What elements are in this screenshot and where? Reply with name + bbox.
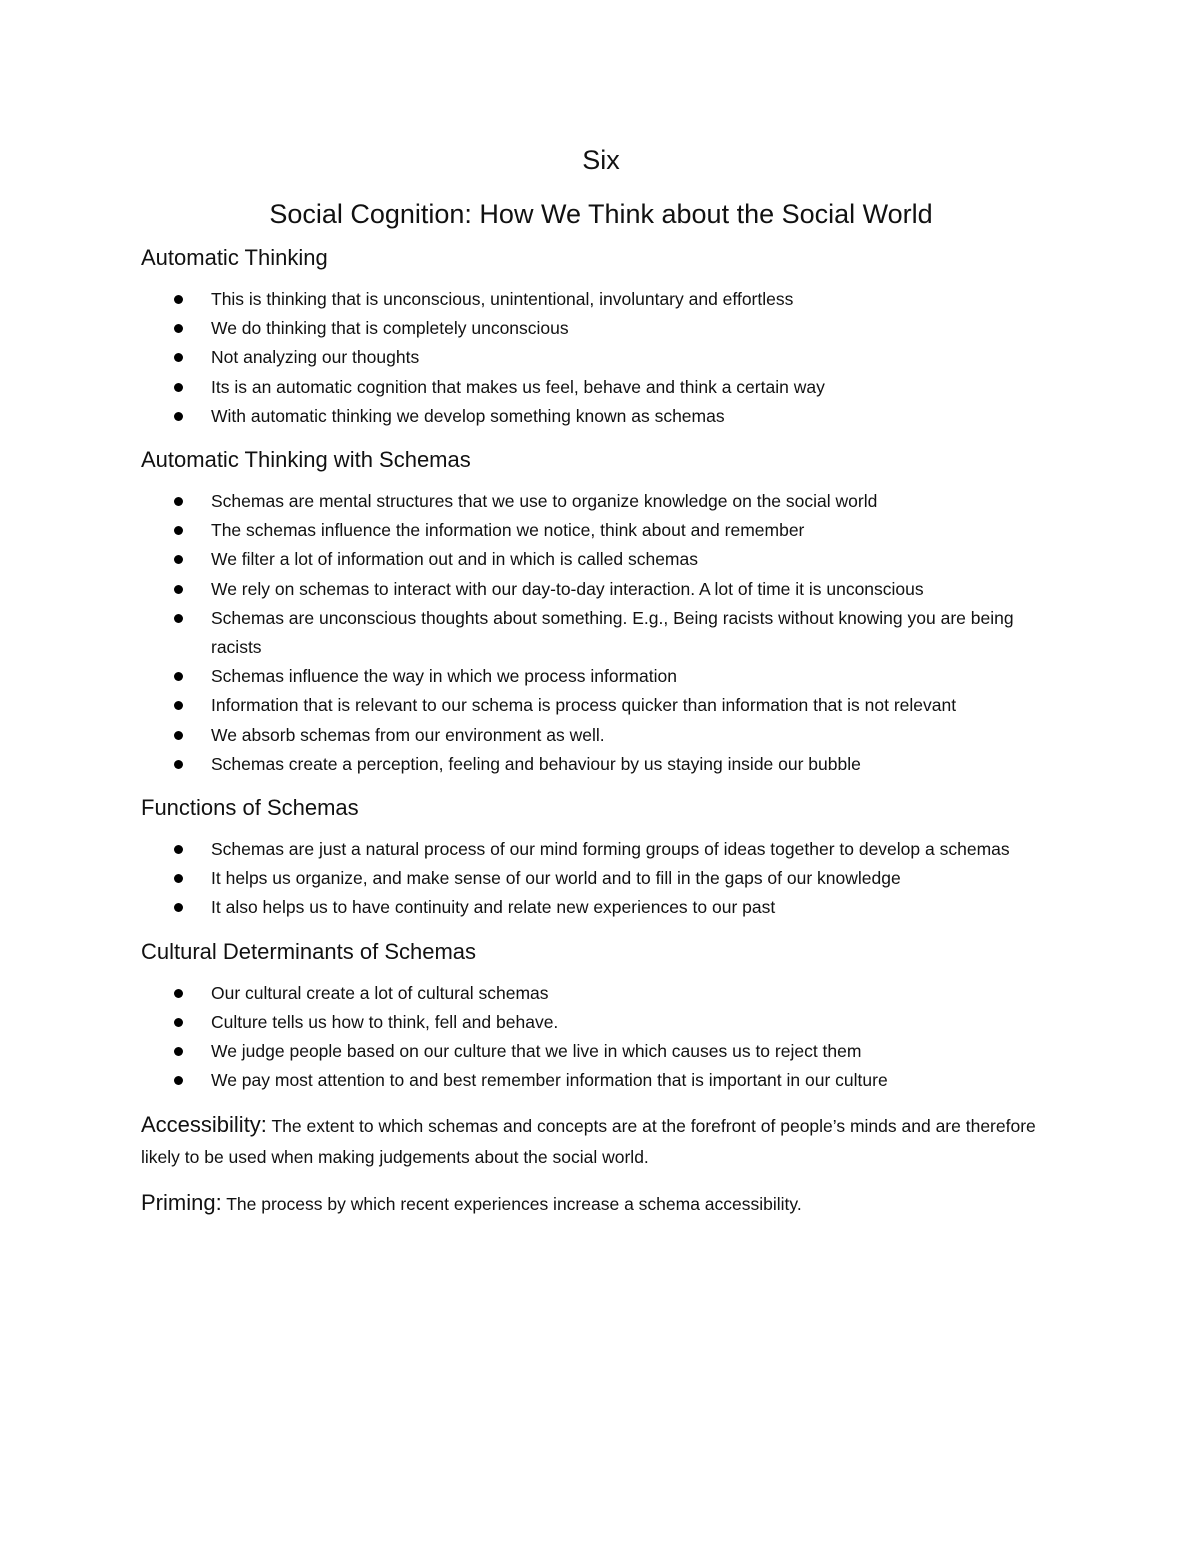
bullet-icon: [174, 701, 183, 710]
definition-text: The extent to which schemas and concepts are at the forefront of people’s minds and are therefore likely to be used when making judgements about the social world.: [141, 1116, 1036, 1168]
bullet-list: [141, 979, 1061, 1096]
bullet-icon: [174, 497, 183, 506]
list-item-text: We judge people based on our culture that we live in which causes us to reject them: [211, 1041, 862, 1062]
bullet-icon: [174, 1047, 183, 1056]
bullet-icon: [174, 1076, 183, 1085]
list-item-text: We filter a lot of information out and in which is called schemas: [211, 549, 698, 570]
bullet-list: [141, 285, 1061, 431]
list-item: [141, 1008, 1061, 1037]
bullet-icon: [174, 383, 183, 392]
definition-text: The process by which recent experiences increase a schema accessibility.: [226, 1194, 802, 1215]
section-heading: Cultural Determinants of Schemas: [141, 938, 477, 964]
document-subtitle: Social Cognition: How We Think about the Social World: [269, 199, 933, 229]
bullet-icon: [174, 324, 183, 333]
list-item: [141, 835, 1061, 864]
list-item-text: We absorb schemas from our environment as well.: [211, 724, 605, 745]
bullet-icon: [174, 614, 183, 623]
section-heading: Automatic Thinking: [141, 245, 328, 270]
list-item-text: We do thinking that is completely unconscious: [211, 318, 569, 339]
bullet-icon: [174, 731, 183, 740]
bullet-icon: [174, 903, 183, 912]
document-content: [141, 143, 1061, 1234]
list-item: [141, 721, 1061, 750]
definition-term: Priming:: [141, 1190, 222, 1216]
list-item-text: It also helps us to have continuity and relate new experiences to our past: [211, 897, 776, 918]
bullet-icon: [174, 585, 183, 594]
bullet-list: [141, 487, 1061, 779]
bullet-icon: [174, 874, 183, 883]
list-item: [141, 1037, 1061, 1066]
bullet-icon: [174, 555, 183, 564]
list-item-text: Schemas create a perception, feeling and behaviour by us staying inside our bubble: [211, 753, 861, 774]
list-item-text: It helps us organize, and make sense of our world and to fill in the gaps of our knowledge: [211, 868, 901, 889]
bullet-icon: [174, 760, 183, 769]
list-item: [141, 864, 1061, 893]
list-item: [141, 314, 1061, 343]
list-item: [141, 487, 1061, 516]
list-item-text: We pay most attention to and best remember information that is important in our culture: [211, 1070, 888, 1091]
list-item: [141, 662, 1061, 691]
bullet-icon: [174, 526, 183, 535]
list-item: [141, 604, 1061, 662]
bullet-icon: [174, 845, 183, 854]
list-item-text: Schemas are just a natural process of our mind forming groups of ideas together to develop a schemas: [211, 839, 1010, 860]
bullet-list: [141, 835, 1061, 923]
section-functions-of-schemas: [141, 793, 1061, 923]
definition-accessibility: [141, 1109, 1061, 1173]
list-item-text: Culture tells us how to think, fell and behave.: [211, 1011, 559, 1032]
list-item: [141, 516, 1061, 545]
list-item: [141, 575, 1061, 604]
list-item-text: Schemas are unconscious thoughts about something. E.g., Being racists without knowing you are being racists: [211, 607, 1014, 658]
list-item: [141, 545, 1061, 574]
list-item-text: Our cultural create a lot of cultural schemas: [211, 982, 549, 1003]
list-item: [141, 1066, 1061, 1095]
bullet-icon: [174, 295, 183, 304]
list-item: [141, 893, 1061, 922]
definition-priming: [141, 1187, 1061, 1220]
bullet-icon: [174, 989, 183, 998]
list-item: [141, 343, 1061, 372]
list-item-text: This is thinking that is unconscious, unintentional, involuntary and effortless: [211, 289, 794, 309]
list-item-text: With automatic thinking we develop something known as schemas: [211, 405, 725, 426]
section-heading: Functions of Schemas: [141, 795, 359, 821]
bullet-icon: [174, 672, 183, 681]
list-item-text: Not analyzing our thoughts: [211, 347, 420, 368]
section-heading: Automatic Thinking with Schemas: [141, 447, 471, 473]
list-item: [141, 373, 1061, 402]
list-item-text: Schemas are mental structures that we use to organize knowledge on the social world: [211, 491, 878, 512]
section-automatic-thinking-with-schemas: [141, 445, 1061, 779]
section-cultural-determinants-of-schemas: [141, 937, 1061, 1096]
list-item: [141, 691, 1061, 720]
list-item-text: Information that is relevant to our schema is process quicker than information that is not relevant: [211, 695, 957, 716]
list-item-text: Its is an automatic cognition that makes us feel, behave and think a certain way: [211, 376, 825, 397]
list-item-text: The schemas influence the information we notice, think about and remember: [211, 520, 805, 541]
bullet-icon: [174, 1018, 183, 1027]
bullet-icon: [174, 412, 183, 421]
bullet-icon: [174, 353, 183, 362]
definition-term: Accessibility:: [141, 1112, 267, 1138]
section-automatic-thinking: [141, 243, 1061, 431]
list-item: [141, 979, 1061, 1008]
list-item-text: We rely on schemas to interact with our day-to-day interaction. A lot of time it is unconscious: [211, 578, 924, 599]
list-item: [141, 285, 1061, 314]
document-title: Six: [582, 145, 620, 175]
list-item-text: Schemas influence the way in which we process information: [211, 666, 677, 687]
list-item: [141, 402, 1061, 431]
list-item: [141, 750, 1061, 779]
